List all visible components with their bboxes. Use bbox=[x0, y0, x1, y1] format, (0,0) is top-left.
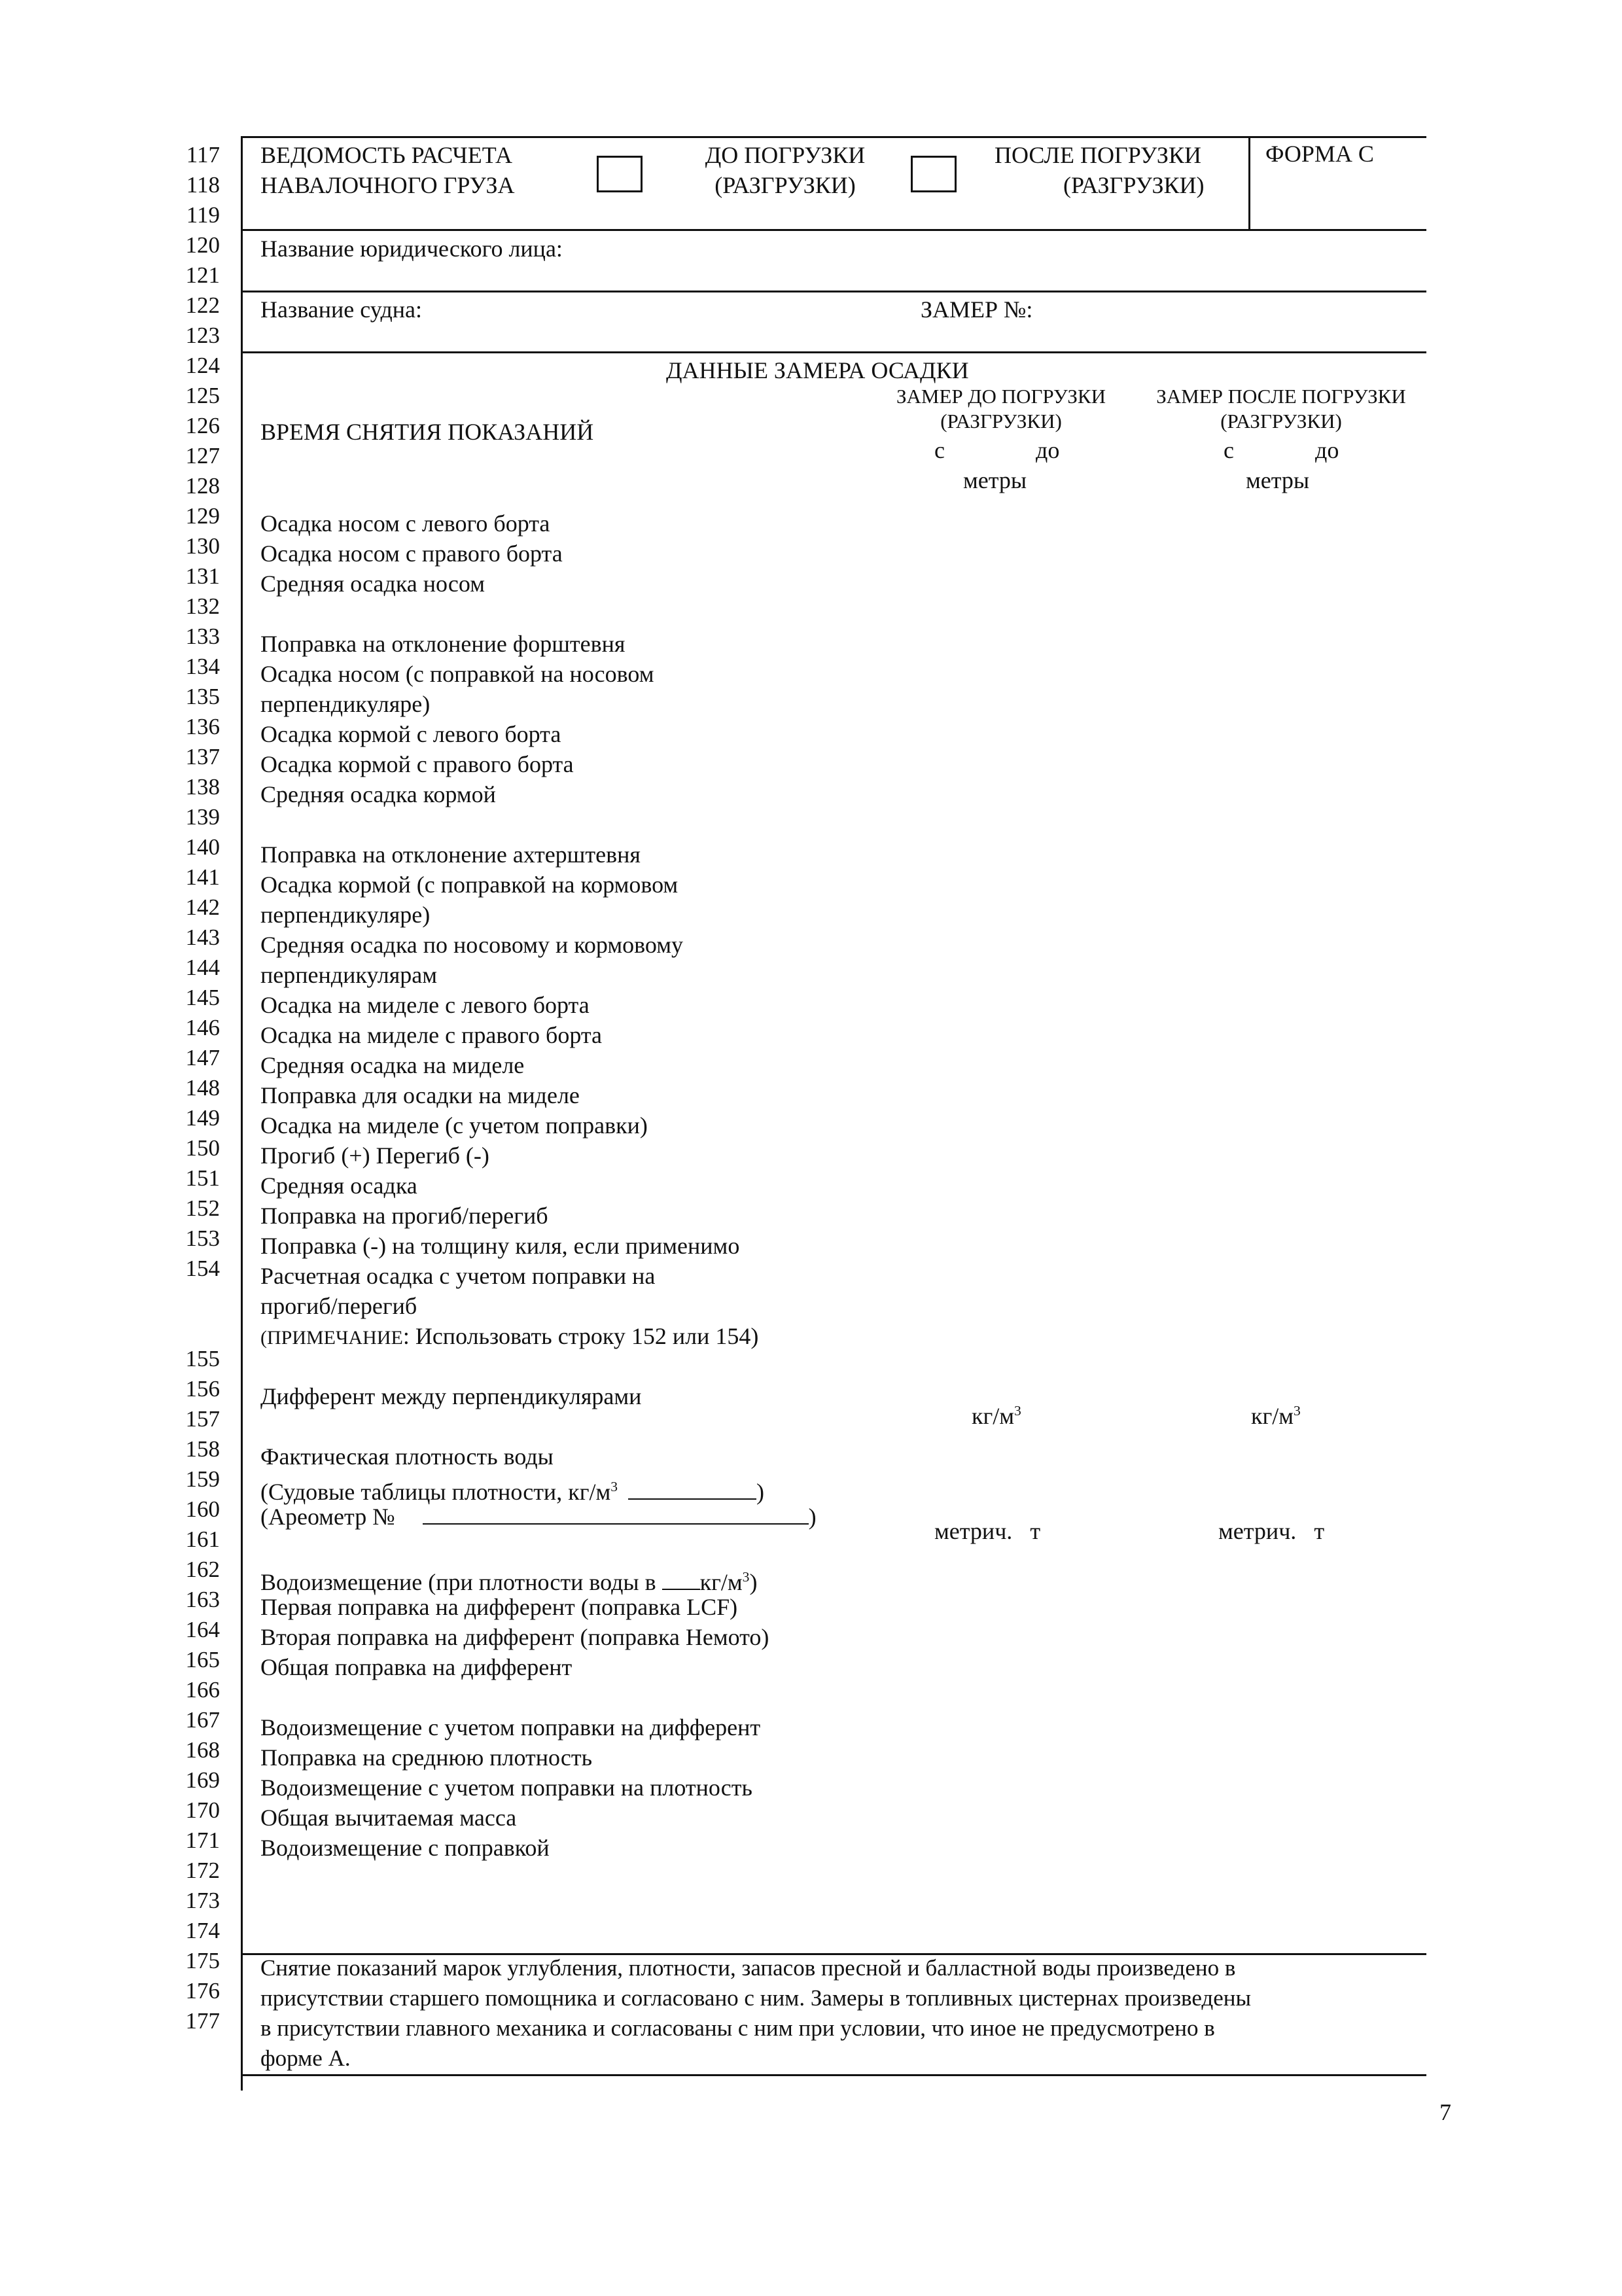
water-density-blank[interactable] bbox=[662, 1568, 700, 1590]
page-number: 7 bbox=[1439, 2099, 1451, 2125]
row-129-label: Осадка носом с левого борта bbox=[260, 510, 550, 537]
line-number: 141 bbox=[185, 864, 220, 890]
before-to-label: до bbox=[1036, 437, 1060, 463]
line-number: 163 bbox=[185, 1587, 220, 1612]
row-152-label: Поправка на прогиб/перегиб bbox=[260, 1203, 548, 1229]
line-number: 172 bbox=[185, 1858, 220, 1883]
row-142-label: перпендикуляре) bbox=[260, 902, 431, 928]
line-number: 146 bbox=[185, 1015, 220, 1040]
line-number: 156 bbox=[185, 1376, 220, 1402]
row-154-label-line1: Расчетная осадка с учетом поправки на bbox=[260, 1263, 656, 1289]
row-134-label: Осадка носом (с поправкой на носовом bbox=[260, 661, 654, 687]
line-number: 138 bbox=[185, 774, 220, 800]
note-text: : Использовать строку 152 или 154) bbox=[402, 1323, 759, 1349]
line-number: 167 bbox=[185, 1707, 220, 1733]
line-number: 127 bbox=[185, 443, 220, 468]
line-number: 143 bbox=[185, 925, 220, 950]
legal-entity-rule bbox=[241, 291, 1426, 292]
before-loading-label-line1: ДО ПОГРУЗКИ bbox=[705, 142, 866, 168]
row-159-label: (Ареометр № ) bbox=[260, 1504, 817, 1530]
line-number: 132 bbox=[185, 593, 220, 619]
row-154-note bbox=[260, 1321, 758, 1353]
line-number: 168 bbox=[185, 1737, 220, 1763]
before-metric-ton-unit: метрич. т bbox=[934, 1518, 1041, 1544]
row-140-label: Поправка на отклонение ахтерштевня bbox=[260, 841, 641, 868]
reading-time-label: ВРЕМЯ СНЯТИЯ ПОКАЗАНИЙ bbox=[260, 419, 594, 445]
row-170-label: Водоизмещение с поправкой bbox=[260, 1835, 550, 1861]
row-155-label: Дифферент между перпендикулярами bbox=[260, 1383, 642, 1409]
before-loading-checkbox[interactable] bbox=[597, 156, 643, 192]
line-number: 126 bbox=[185, 413, 220, 438]
line-number: 166 bbox=[185, 1677, 220, 1703]
line-number: 157 bbox=[185, 1406, 220, 1432]
after-density-unit: $кг/м^3$ bbox=[1251, 1403, 1301, 1429]
row-150-label: Прогиб (+) Перегиб (-) bbox=[260, 1142, 489, 1169]
draft-section-title: ДАННЫЕ ЗАМЕРА ОСАДКИ bbox=[666, 357, 969, 383]
row-148-label: Поправка для осадки на миделе bbox=[260, 1082, 580, 1108]
line-number: 148 bbox=[185, 1075, 220, 1101]
line-number: 142 bbox=[185, 894, 220, 920]
row-137-label: Осадка кормой с правого борта bbox=[260, 751, 574, 777]
line-number: 128 bbox=[185, 473, 220, 499]
row-147-label: Средняя осадка на миделе bbox=[260, 1052, 525, 1078]
line-number: 125 bbox=[185, 383, 220, 408]
form-label: ФОРМА C bbox=[1265, 141, 1374, 167]
density-table-blank[interactable] bbox=[628, 1477, 756, 1500]
line-number: 160 bbox=[185, 1496, 220, 1522]
hydrometer-number-blank[interactable] bbox=[423, 1502, 809, 1525]
row-153-label: Поправка (-) на толщину киля, если применимо bbox=[260, 1233, 740, 1259]
row-138-label: Средняя осадка кормой bbox=[260, 781, 496, 807]
row-136-label: Осадка кормой с левого борта bbox=[260, 721, 561, 747]
line-number: 175 bbox=[185, 1948, 220, 1973]
row-143-label: Средняя осадка по носовому и кормовому bbox=[260, 932, 684, 958]
line-number: 145 bbox=[185, 985, 220, 1010]
footer-line-174: Снятие показаний марок углубления, плотности, запасов пресной и балластной воды произведено в bbox=[260, 1955, 1236, 1981]
row-166-label: Водоизмещение с учетом поправки на дифферент bbox=[260, 1714, 761, 1740]
line-number: 150 bbox=[185, 1135, 220, 1161]
row-130-label: Осадка носом с правого борта bbox=[260, 540, 563, 567]
row-146-label: Осадка на миделе с правого борта bbox=[260, 1022, 602, 1048]
line-number: 136 bbox=[185, 714, 220, 739]
line-number: 159 bbox=[185, 1466, 220, 1492]
line-number: 129 bbox=[185, 503, 220, 529]
line-number: 140 bbox=[185, 834, 220, 860]
line-number: 161 bbox=[185, 1527, 220, 1552]
line-number: 131 bbox=[185, 563, 220, 589]
after-metric-ton-unit: метрич. т bbox=[1218, 1518, 1325, 1544]
after-from-label: с bbox=[1224, 437, 1234, 463]
vessel-name-rule bbox=[241, 351, 1426, 353]
row-145-label: Осадка на миделе с левого борта bbox=[260, 992, 590, 1018]
line-number: 174 bbox=[185, 1918, 220, 1943]
row-135-label: перпендикуляре) bbox=[260, 691, 431, 717]
after-column-header-1: ЗАМЕР ПОСЛЕ ПОГРУЗКИ bbox=[1156, 385, 1406, 408]
form-title-line1: ВЕДОМОСТЬ РАСЧЕТА bbox=[260, 142, 512, 168]
row-169-label: Общая вычитаемая масса bbox=[260, 1805, 517, 1831]
form-title-line2: НАВАЛОЧНОГО ГРУЗА bbox=[260, 172, 515, 198]
after-column-header-2: (РАЗГРУЗКИ) bbox=[1220, 410, 1342, 433]
row-163-label: Вторая поправка на дифферент (поправка Немото) bbox=[260, 1624, 769, 1650]
line-number: 152 bbox=[185, 1195, 220, 1221]
line-number: 124 bbox=[185, 353, 220, 378]
line-number: 134 bbox=[185, 654, 220, 679]
before-column-header-2: (РАЗГРУЗКИ) bbox=[940, 410, 1062, 433]
line-number: 158 bbox=[185, 1436, 220, 1462]
line-number: 133 bbox=[185, 624, 220, 649]
after-to-label: до bbox=[1315, 437, 1339, 463]
row-168-label: Водоизмещение с учетом поправки на плотность bbox=[260, 1775, 752, 1801]
note-prefix: (ПРИМЕЧАНИЕ bbox=[260, 1327, 403, 1349]
row-154-label-line2: прогиб/перегиб bbox=[260, 1293, 417, 1319]
row-157-label: Фактическая плотность воды bbox=[260, 1443, 554, 1470]
line-number: 169 bbox=[185, 1767, 220, 1793]
line-number: 120 bbox=[185, 232, 220, 258]
row-161-label: Водоизмещение (при плотности воды в $кг/м^3$) bbox=[260, 1569, 758, 1595]
after-loading-label-line2: (РАЗГРУЗКИ) bbox=[1063, 172, 1205, 198]
before-column-header-1: ЗАМЕР ДО ПОГРУЗКИ bbox=[896, 385, 1106, 408]
line-number: 130 bbox=[185, 533, 220, 559]
line-number: 149 bbox=[185, 1105, 220, 1131]
line-number: 123 bbox=[185, 323, 220, 348]
row-164-label: Общая поправка на дифферент bbox=[260, 1654, 573, 1680]
line-number: 144 bbox=[185, 955, 220, 980]
after-loading-label-line1: ПОСЛЕ ПОГРУЗКИ bbox=[995, 142, 1201, 168]
legal-entity-label: Название юридического лица: bbox=[260, 236, 563, 262]
line-number: 176 bbox=[185, 1978, 220, 2004]
row-149-label: Осадка на миделе (с учетом поправки) bbox=[260, 1112, 648, 1139]
form-label-divider bbox=[1248, 136, 1250, 230]
row-141-label: Осадка кормой (с поправкой на кормовом bbox=[260, 872, 679, 898]
line-number: 147 bbox=[185, 1045, 220, 1070]
line-number: 165 bbox=[185, 1647, 220, 1672]
line-number: 135 bbox=[185, 684, 220, 709]
left-margin-rule bbox=[241, 137, 243, 2091]
line-number: 119 bbox=[186, 202, 220, 228]
footer-bottom-rule bbox=[241, 2074, 1426, 2076]
after-loading-checkbox[interactable] bbox=[911, 156, 957, 192]
line-number: 155 bbox=[185, 1346, 220, 1371]
before-loading-label-line2: (РАЗГРУЗКИ) bbox=[714, 172, 856, 198]
line-number: 162 bbox=[185, 1557, 220, 1582]
line-number: 171 bbox=[185, 1828, 220, 1853]
footer-line-175: присутствии старшего помощника и согласовано с ним. Замеры в топливных цистернах произведены bbox=[260, 1985, 1252, 2011]
header-bottom-rule bbox=[241, 229, 1426, 231]
before-meters-label: метры bbox=[963, 467, 1027, 493]
line-number: 117 bbox=[186, 142, 220, 168]
line-number: 164 bbox=[185, 1617, 220, 1642]
line-number: 137 bbox=[185, 744, 220, 769]
line-number: 170 bbox=[185, 1797, 220, 1823]
row-158-label: (Судовые таблицы плотности, $кг/м^3$ ) bbox=[260, 1479, 765, 1505]
row-133-label: Поправка на отклонение форштевня bbox=[260, 631, 626, 657]
line-number: 139 bbox=[185, 804, 220, 830]
footer-line-177: форме А. bbox=[260, 2045, 351, 2071]
line-number: 154 bbox=[185, 1256, 220, 1281]
row-151-label: Средняя осадка bbox=[260, 1173, 417, 1199]
line-number: 177 bbox=[185, 2008, 220, 2034]
footer-line-176: в присутствии главного механика и согласованы с ним при условии, что иное не предусмотрено в bbox=[260, 2015, 1215, 2041]
survey-number-label: ЗАМЕР №: bbox=[921, 296, 1033, 323]
row-167-label: Поправка на среднюю плотность bbox=[260, 1744, 593, 1771]
row-144-label: перпендикулярам bbox=[260, 962, 438, 988]
after-meters-label: метры bbox=[1246, 467, 1310, 493]
line-number: 121 bbox=[185, 262, 220, 288]
vessel-name-label: Название судна: bbox=[260, 296, 423, 323]
line-number: 173 bbox=[185, 1888, 220, 1913]
line-number: 153 bbox=[185, 1226, 220, 1251]
line-number: 122 bbox=[185, 292, 220, 318]
line-number: 151 bbox=[185, 1165, 220, 1191]
before-from-label: с bbox=[934, 437, 945, 463]
line-number: 118 bbox=[186, 172, 220, 198]
row-162-label: Первая поправка на дифферент (поправка LCF) bbox=[260, 1594, 738, 1620]
row-131-label: Средняя осадка носом bbox=[260, 571, 485, 597]
before-density-unit: $кг/м^3$ bbox=[972, 1403, 1021, 1429]
